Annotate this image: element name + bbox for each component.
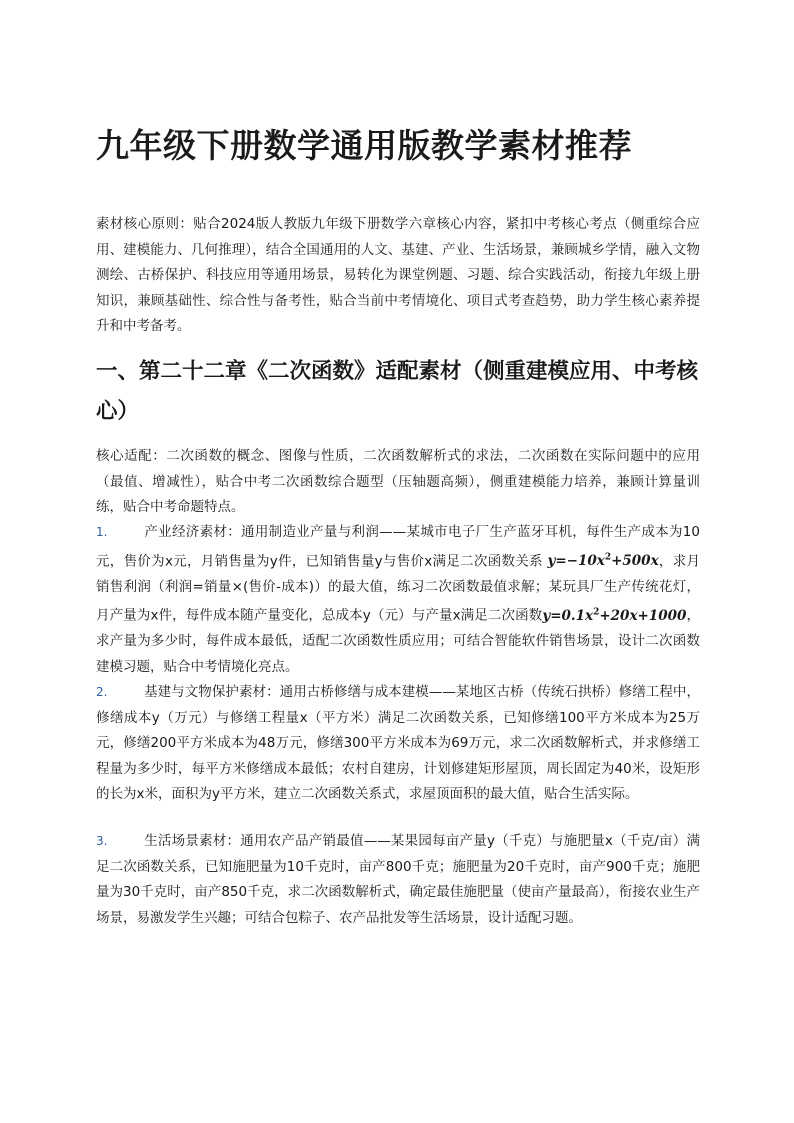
list-item-text: 基建与文物保护素材：通用古桥修缮与成本建模——某地区古桥（传统石拱桥）修缮工程中，修缮成本y（万元）与修缮工程量x（平方米）满足二次函数关系，已知修缮100平方米成本为25万元，修缮200平方米成本为48万元，修缮300平方米成本为69万元，求二次函数解析式，并求修缮工程量为多少时，每平方米修缮成本最低；农村自建房，计划修建矩形屋顶，周长固定为40米，设矩形的长为x米，面积为y平方米，建立二次函数关系式，求屋顶面积的最大值，贴合生活实际。 — [96, 684, 700, 803]
list-item — [96, 680, 700, 808]
list-number: 1. — [96, 525, 108, 539]
list-number: 3. — [96, 834, 108, 848]
formula: $y=0.1x^2+20x+1000$ — [542, 607, 687, 624]
list-item — [96, 520, 700, 681]
list-item-text: 产业经济素材：通用制造业产量与利润——某城市电子厂生产蓝牙耳机，每件生产成本为10元，售价为x元，月销售量为y件，已知销售量y与售价x满足二次函数关系 — [96, 524, 700, 570]
core-paragraph: 核心适配：二次函数的概念、图像与性质，二次函数解析式的求法，二次函数在实际问题中的应用（最值、增减性），贴合中考二次函数综合题型（压轴题高频），侧重建模能力培养，兼顾计算量训练，贴合中考命题特点。 — [96, 448, 700, 516]
page-title: 九年级下册数学通用版教学素材推荐 — [96, 126, 632, 165]
intro-paragraph: 素材核心原则：贴合2024版人教版九年级下册数学六章核心内容，紧扣中考核心考点（侧重综合应用、建模能力、几何推理），结合全国通用的人文、基建、产业、生活场景，兼顾城乡学情，融入文物测绘、古桥保护、科技应用等通用场景，易转化为课堂例题、习题、综合实践活动，衔接九年级上册知识，兼顾基础性、综合性与备考性，贴合当前中考情境化、项目式考查趋势，助力学生核心素养提升和中考备考。 — [96, 216, 700, 335]
list-number: 2. — [96, 685, 108, 699]
list-item — [96, 829, 700, 931]
formula: $y=-10x^2+500x$ — [547, 552, 659, 570]
section-heading: 一、第二十二章《二次函数》适配素材（侧重建模应用、中考核心） — [96, 359, 699, 424]
list-item-text: ，求月销售利润（利润=销量×(售价-成本)）的最大值，练习二次函数最值求解；某玩具厂生产传统花灯，月产量为x件，每件成本随产量变化，总成本y（元）与产量x满足二次函数 — [96, 553, 701, 624]
list-item-text: ，求产量为多少时，每件成本最低，适配二次函数性质应用；可结合智能软件销售场景，设计二次函数建模习题，贴合中考情境化亮点。 — [96, 607, 701, 675]
list-item-text: 生活场景素材：通用农产品产销最值——某果园每亩产量y（千克）与施肥量x（千克/亩）满足二次函数关系，已知施肥量为10千克时，亩产800千克；施肥量为20千克时，亩产900千克；施肥量为30千克时，亩产850千克，求二次函数解析式，确定最佳施肥量（使亩产量最高），衔接农业生产场景，易激发学生兴趣；可结合包粽子、农产品批发等生活场景，设计适配习题。 — [96, 833, 700, 926]
